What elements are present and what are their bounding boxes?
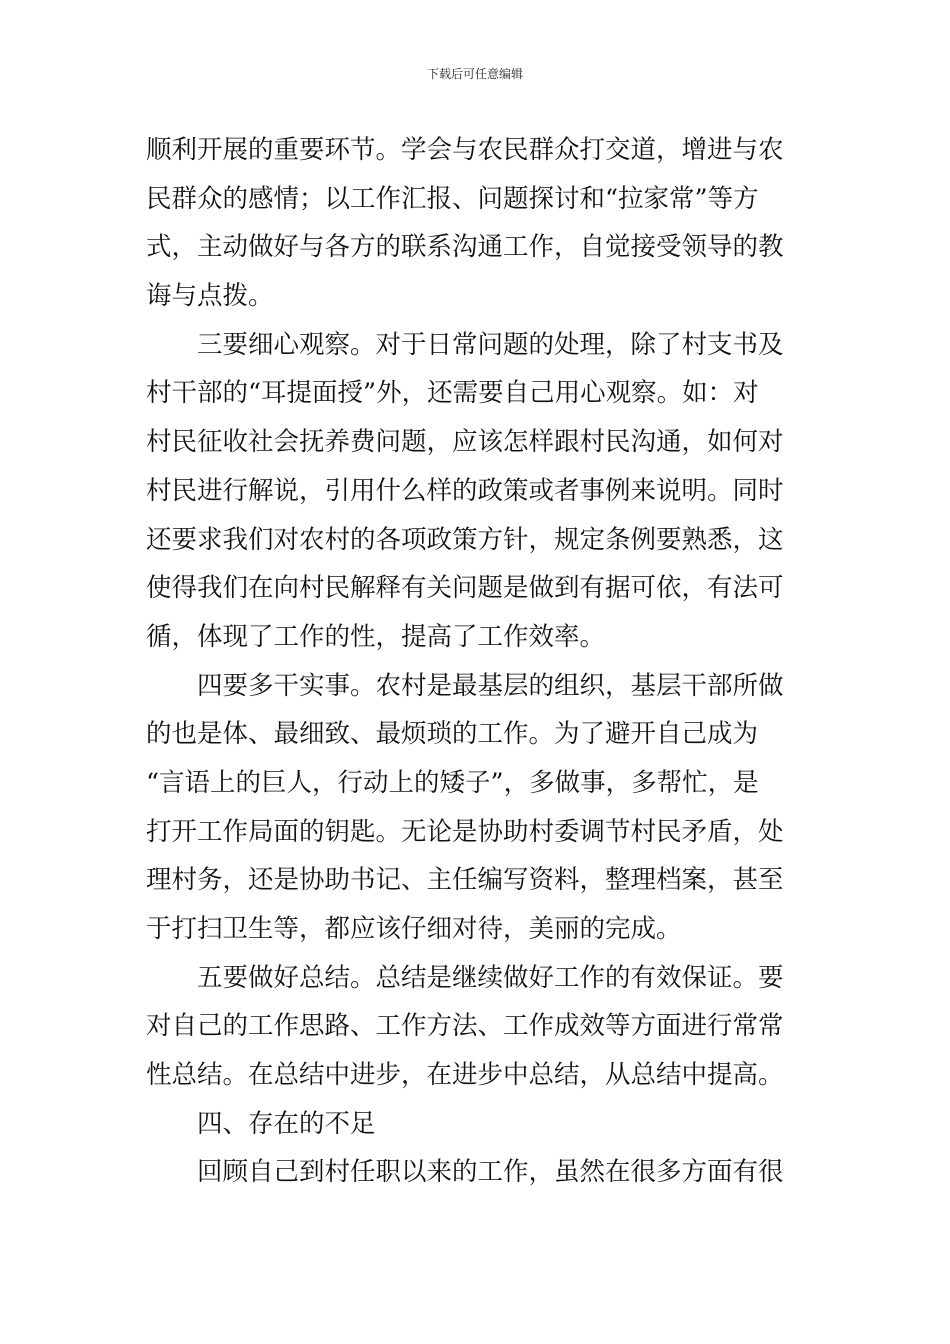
text-line: 四、存在的不足 xyxy=(197,1108,376,1139)
text-line: 四要多干实事。农村是最基层的组织，基层干部所做 xyxy=(197,670,784,701)
text-line: 于打扫卫生等，都应该仔细对待，美丽的完成。 xyxy=(146,914,682,944)
text-line: 理村务，还是协助书记、主任编写资料，整理档案，甚至 xyxy=(146,865,784,896)
text-line: 民群众的感情；以工作汇报、问题探讨和“拉家常”等方 xyxy=(146,183,759,214)
text-line: 村干部的“耳提面授”外，还需要自己用心观察。如：对 xyxy=(146,378,759,409)
text-line: 性总结。在总结中进步，在进步中总结，从总结中提高。 xyxy=(146,1060,784,1091)
page-header: 下载后可任意编辑 xyxy=(426,67,523,81)
text-line: 的也是体、最细致、最烦琐的工作。为了避开自己成为 xyxy=(146,719,759,750)
text-line: 还要求我们对农村的各项政策方针，规定条例要熟悉，这 xyxy=(146,524,784,555)
text-line: “言语上的巨人，行动上的矮子”，多做事，多帮忙，是 xyxy=(146,767,759,798)
text-line: 循，体现了工作的性，提高了工作效率。 xyxy=(146,621,606,652)
text-line: 回顾自己到村任职以来的工作，虽然在很多方面有很 xyxy=(197,1157,784,1188)
text-line: 村民征收社会抚养费问题，应该怎样跟村民沟通，如何对 xyxy=(146,427,784,458)
text-line: 使得我们在向村民解释有关问题是做到有据可依，有法可 xyxy=(146,573,784,604)
text-line: 三要细心观察。对于日常问题的处理，除了村支书及 xyxy=(197,329,784,360)
text-line: 对自己的工作思路、工作方法、工作成效等方面进行常常 xyxy=(146,1011,784,1042)
text-line: 诲与点拨。 xyxy=(146,281,274,312)
text-line: 式，主动做好与各方的联系沟通工作，自觉接受领导的教 xyxy=(146,232,784,263)
text-line: 村民进行解说，引用什么样的政策或者事例来说明。同时 xyxy=(146,475,784,506)
text-line: 顺利开展的重要环节。学会与农民群众打交道，增进与农 xyxy=(146,135,784,165)
document-body xyxy=(146,126,808,1197)
text-line: 打开工作局面的钥匙。无论是协助村委调节村民矛盾，处 xyxy=(146,816,784,847)
text-line: 五要做好总结。总结是继续做好工作的有效保证。要 xyxy=(197,962,784,993)
